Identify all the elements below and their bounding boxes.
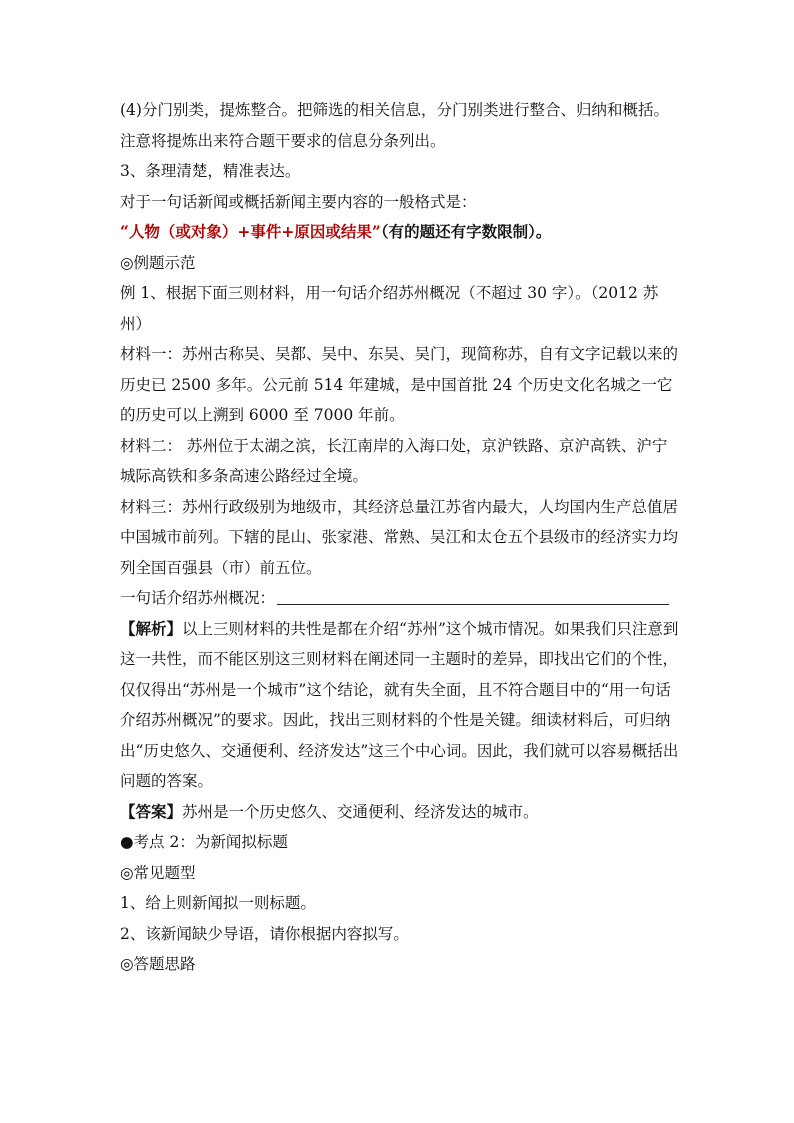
answer-paragraph — [120, 797, 680, 828]
paragraph-step-4: (4)分门别类，提炼整合。把筛选的相关信息，分门别类进行整合、归纳和概括。 — [120, 101, 669, 119]
format-formula-red: “人物（或对象）+事件+原因或结果” — [120, 222, 381, 241]
answer-blank-line[interactable] — [277, 586, 669, 605]
section-example-heading: ◎例题示范 — [120, 253, 196, 272]
answer-label: 【答案】 — [120, 801, 183, 821]
question-type-2: 2、该新闻缺少导语，请你根据内容拟写。 — [120, 924, 409, 943]
paragraph-format-intro: 对于一句话新闻或概括新闻主要内容的一般格式是： — [120, 192, 477, 211]
material-three: 材料三：苏州行政级别为地级市，其经济总量江苏省内最大，人均国内生产总值居中国城市前列。下辖的昆山、张家港、常熟、吴江和太仓五个县级市的经济实力均列全国百强县（市）前五位。 — [120, 497, 679, 577]
answer-prompt-label: 一句话介绍苏州概况： — [120, 589, 276, 607]
material-two: 材料二： 苏州位于太湖之滨，长江南岸的入海口处，京沪铁路、京沪高铁、沪宁城际高铁和多条高速公路经过全境。 — [120, 436, 668, 485]
paragraph-step-4-note: 注意将提炼出来符合题干要求的信息分条列出。 — [120, 131, 446, 150]
format-formula-note: （有的题还有字数限制）。 — [380, 222, 552, 241]
analysis-text: 以上三则材料的共性是都在介绍“苏州”这个城市情况。如果我们只注意到这一共性，而不能区别这三则材料在阐述同一主题时的差异，即找出它们的个性，仅仅得出“苏州是一个城市”这个结论，就有失全面，且不符合题目中的“用一句话介绍苏州概况”的要求。因此，找出三则材料的个性是关键。细读材料后，可归纳出“历史悠久、交通便利、经济发达”这三个中心词。因此，我们就可以容易概括出问题的答案。 — [120, 619, 679, 790]
document-body — [120, 95, 680, 980]
question-type-1: 1、给上则新闻拟一则标题。 — [120, 894, 316, 912]
analysis-paragraph — [120, 614, 680, 797]
analysis-label: 【解析】 — [120, 618, 183, 638]
material-one: 材料一：苏州古称吴、吴都、吴中、东吴、吴门，现简称苏，自有文字记载以来的历史已 2500 多年。公元前 514 年建城，是中国首批 24 个历史文化名城之一它的历史可以上溯到 6000 至 7000 年前。 — [120, 345, 679, 424]
key-point-2-heading: ●考点 2：为新闻拟标题 — [120, 833, 288, 851]
answer-text: 苏州是一个历史悠久、交通便利、经济发达的城市。 — [182, 802, 539, 821]
answer-prompt — [120, 583, 680, 614]
format-formula — [120, 217, 680, 248]
example-question: 例 1、根据下面三则材料，用一句话介绍苏州概况（不超过 30 字）。（2012 苏州） — [120, 284, 659, 333]
heading-step-3: 3、条理清楚，精准表达。 — [120, 162, 301, 180]
answer-approach-heading: ◎答题思路 — [120, 955, 196, 973]
common-question-types-heading: ◎常见题型 — [120, 863, 196, 882]
